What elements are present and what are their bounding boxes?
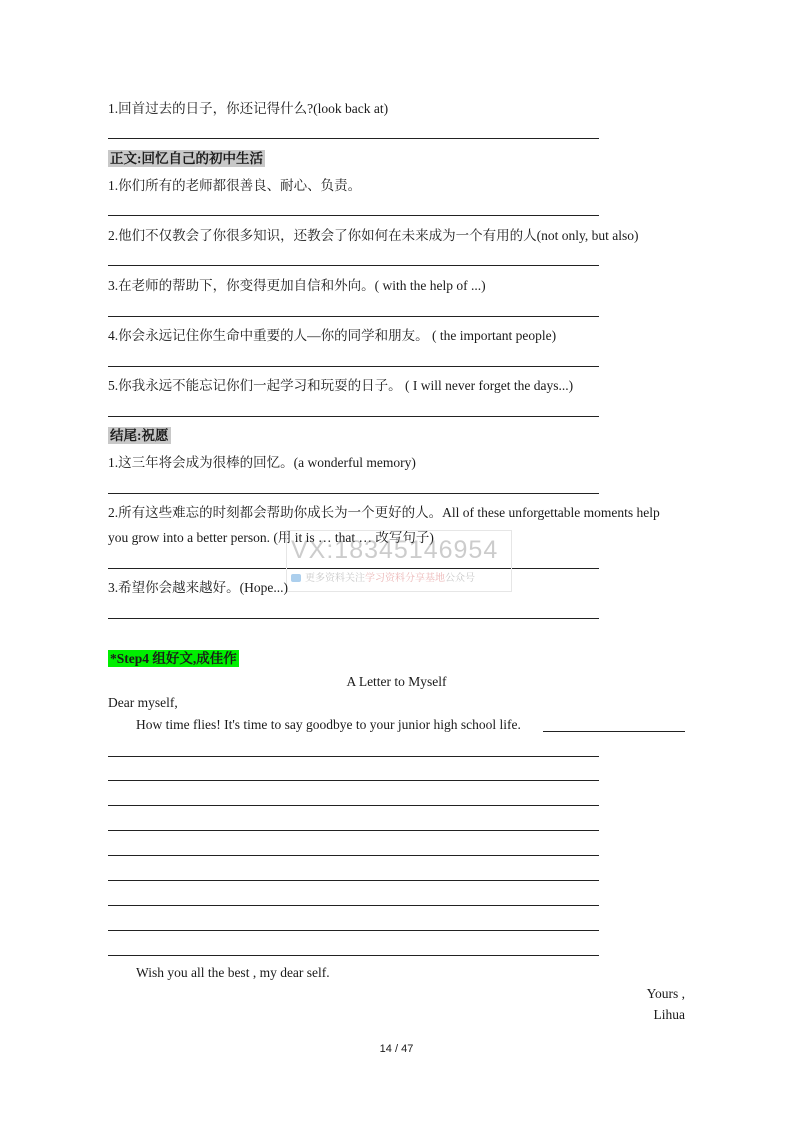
answer-line: [108, 316, 599, 317]
writing-line: [108, 930, 599, 931]
end-item-1: 1.这三年将会成为很棒的回忆。(a wonderful memory): [108, 455, 416, 470]
writing-line: [108, 955, 599, 956]
answer-line: [108, 265, 599, 266]
letter-title: A Letter to Myself: [346, 674, 447, 689]
letter-closing: Wish you all the best , my dear self.: [136, 965, 330, 980]
watermark-sub: 更多资料关注学习资料分享基地公众号: [291, 573, 475, 585]
answer-line: [108, 493, 599, 494]
body-item-1: 1.你们所有的老师都很善良、耐心、负责。: [108, 178, 362, 193]
writing-line: [108, 830, 599, 831]
answer-line: [108, 138, 599, 139]
body-item-2: 2.他们不仅教会了你很多知识，还教会了你如何在未来成为一个有用的人(not only, but also): [108, 228, 639, 243]
body-item-5: 5.你我永远不能忘记你们一起学习和玩耍的日子。 ( I will never forget the days...): [108, 378, 574, 393]
writing-line: [108, 756, 599, 757]
mortarboard-icon: [291, 574, 301, 582]
intro-question-1: 1.回首过去的日子，你还记得什么?(look back at): [108, 101, 389, 116]
writing-line: [108, 880, 599, 881]
answer-line: [543, 731, 685, 732]
letter-signature: Lihua: [653, 1007, 685, 1022]
end-item-2-line-1: 2.所有这些难忘的时刻都会帮助你成长为一个更好的人。All of these unforgettable moments help: [108, 505, 660, 520]
letter-greeting: Dear myself,: [108, 695, 178, 710]
page-number: 14 / 47: [379, 1043, 414, 1055]
step4-heading: *Step4 组好文,成佳作: [110, 651, 237, 666]
section-heading-end: 结尾:祝愿: [110, 428, 169, 443]
body-item-4: 4.你会永远记住你生命中重要的人—你的同学和朋友。 ( the important people): [108, 328, 557, 343]
answer-line: [108, 366, 599, 367]
letter-sign-off: Yours ,: [646, 986, 685, 1001]
answer-line: [108, 416, 599, 417]
watermark: [286, 530, 512, 592]
end-item-3: 3.希望你会越来越好。(Hope...): [108, 580, 288, 595]
writing-line: [108, 805, 599, 806]
answer-line: [108, 215, 599, 216]
watermark-main: VX:18345146954: [291, 536, 499, 564]
body-item-3: 3.在老师的帮助下，你变得更加自信和外向。( with the help of ...): [108, 278, 486, 293]
letter-opening: How time flies! It's time to say goodbye to your junior high school life.: [136, 717, 521, 732]
writing-line: [108, 905, 599, 906]
end-item-2-line-2: you grow into a better person. (用 it is … that … 改写句子): [108, 530, 434, 545]
section-heading-body: 正文:回忆自己的初中生活: [110, 151, 263, 166]
answer-line: [108, 618, 599, 619]
writing-line: [108, 780, 599, 781]
writing-line: [108, 855, 599, 856]
